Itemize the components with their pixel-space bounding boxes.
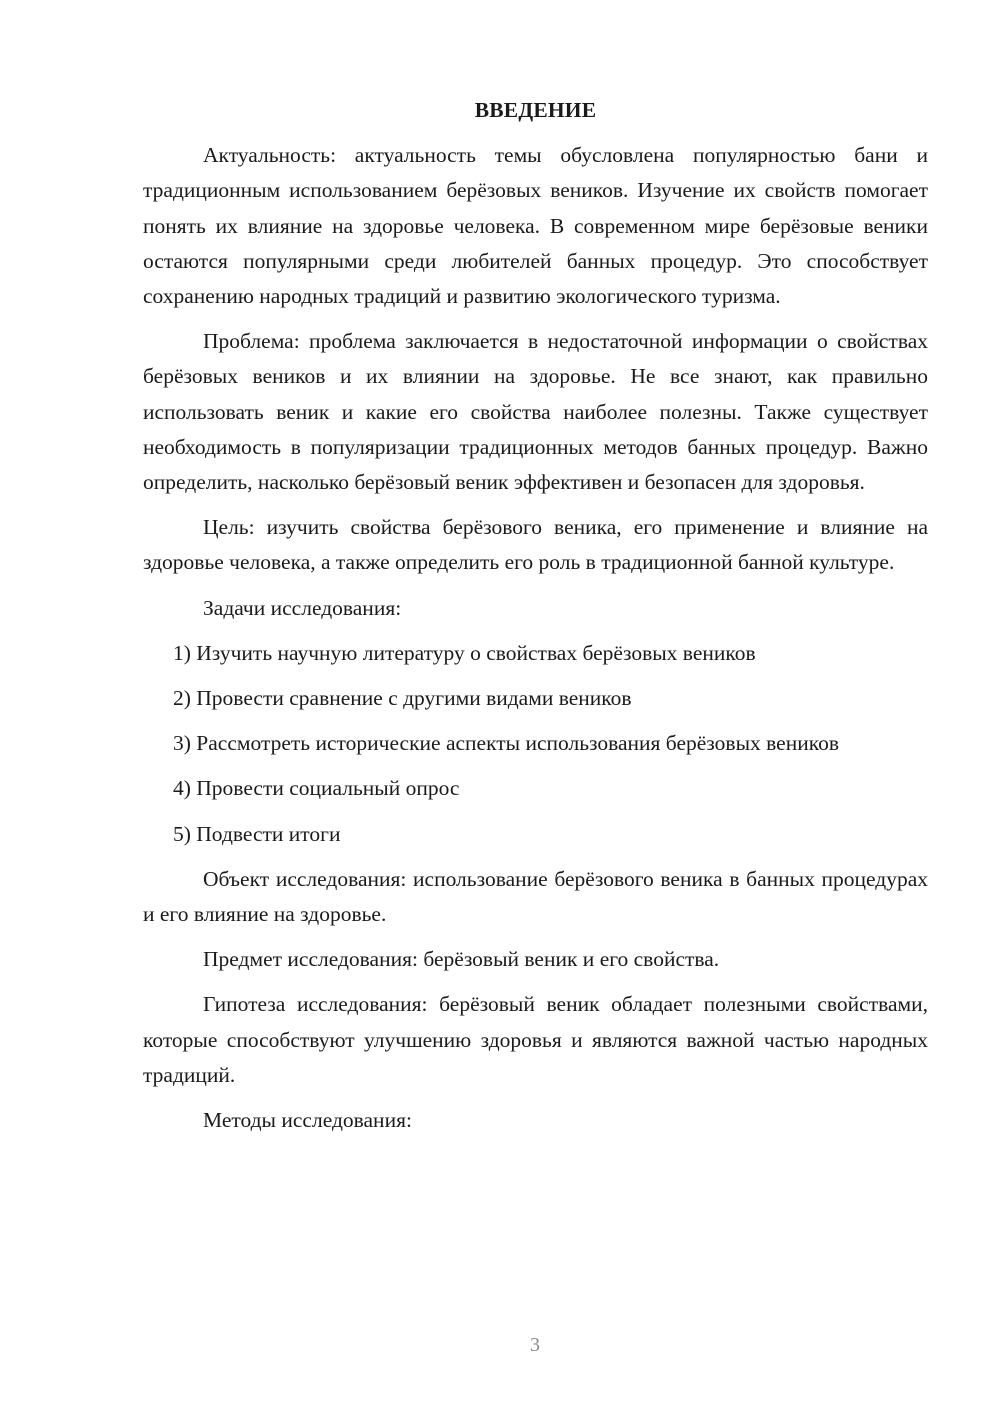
problem-paragraph: Проблема: проблема заключается в недостаточной информации о свойствах берёзовых веников и их влиянии на здоровье. Не все знают, как правильно использовать веник и какие его свойства наиболее полезны. Также существует необходимость в популяризации традиционных методов банных процедур. Важно определить, насколько берёзовый веник эффективен и безопасен для здоровья. (143, 329, 928, 495)
relevance-paragraph: Актуальность: актуальность темы обусловлена популярностью бани и традиционным использованием берёзовых веников. Изучение их свойств помогает понять их влияние на здоровье человека. В современном мире берёзовые веники остаются популярными среди любителей банных процедур. Это способствует сохранению народных традиций и развитию экологического туризма. (143, 143, 928, 309)
task-item: 1) Изучить научную литературу о свойствах берёзовых веников (173, 640, 756, 665)
page-content (143, 93, 928, 1148)
methods-heading: Методы исследования: (203, 1108, 412, 1133)
tasks-heading: Задачи исследования: (203, 595, 402, 620)
task-item: 4) Провести социальный опрос (173, 776, 460, 801)
task-item: 3) Рассмотреть исторические аспекты использования берёзовых веников (173, 731, 839, 756)
task-item: 2) Провести сравнение с другими видами веников (173, 686, 632, 711)
page-number: 3 (530, 1334, 540, 1356)
goal-paragraph: Цель: изучить свойства берёзового веника, его применение и влияние на здоровье человека, а также определить его роль в традиционной банной культуре. (143, 515, 928, 575)
subject-paragraph: Предмет исследования: берёзовый веник и его свойства. (203, 947, 720, 972)
task-item: 5) Подвести итоги (173, 821, 341, 846)
section-title: ВВЕДЕНИЕ (474, 98, 597, 122)
hypothesis-paragraph: Гипотеза исследования: берёзовый веник обладает полезными свойствами, которые способствуют улучшению здоровья и являются важной частью народных традиций. (143, 992, 928, 1087)
object-paragraph: Объект исследования: использование берёзового веника в банных процедурах и его влияние на здоровье. (143, 866, 928, 927)
